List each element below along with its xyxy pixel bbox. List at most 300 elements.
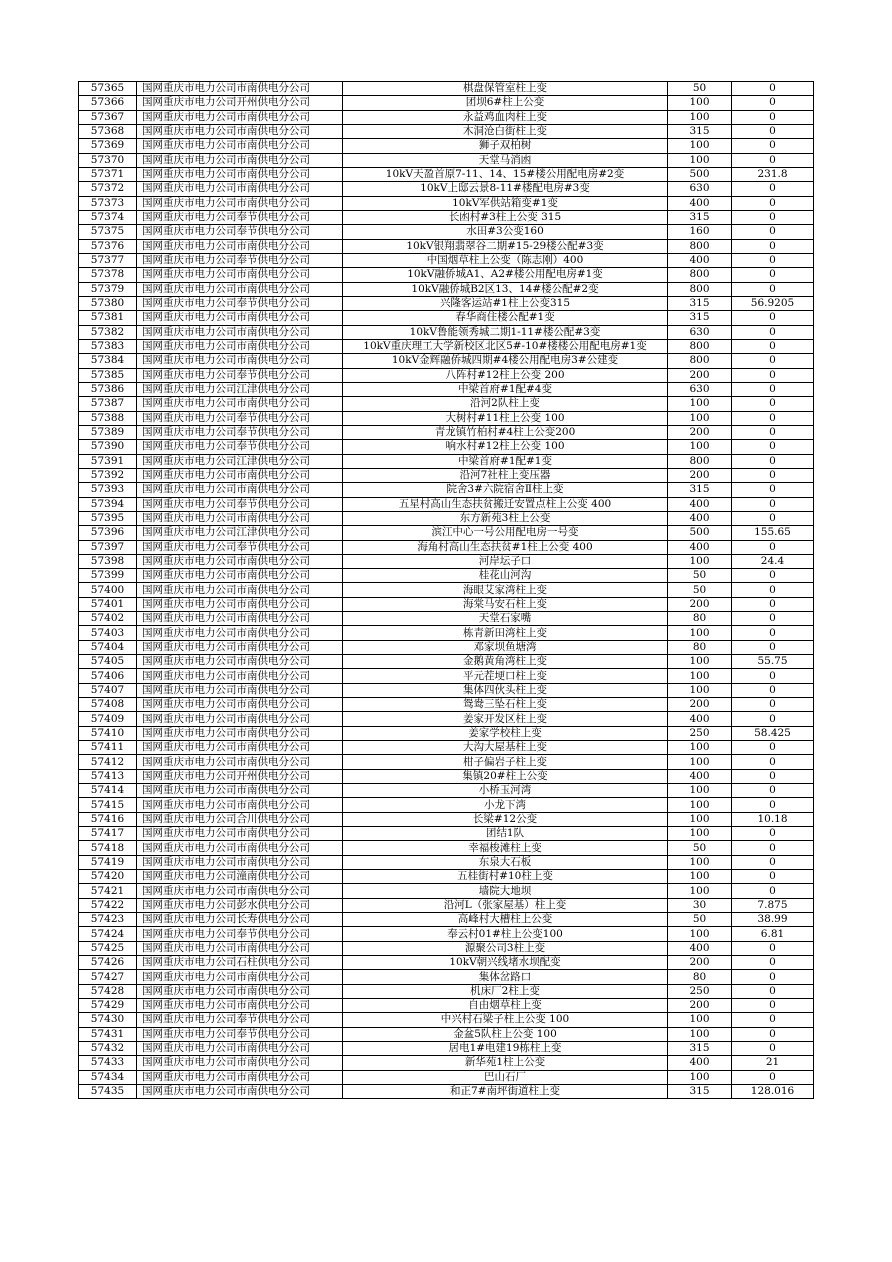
table-row bbox=[79, 397, 814, 411]
transformer-name-cell: 姜家学校柱上变 bbox=[343, 726, 668, 740]
table-row bbox=[79, 325, 814, 339]
transformer-name-cell: 10kV上邸云景8-11#楼配电房#3变 bbox=[343, 182, 668, 196]
value-cell: 0 bbox=[732, 841, 814, 855]
transformer-name-cell: 邓家坝鱼塘湾 bbox=[343, 640, 668, 654]
table-row bbox=[79, 368, 814, 382]
table-row bbox=[79, 554, 814, 568]
transformer-name-cell: 天堂石家嘴 bbox=[343, 612, 668, 626]
row-id-cell: 57370 bbox=[79, 153, 137, 167]
capacity-cell: 100 bbox=[668, 855, 732, 869]
value-cell: 0 bbox=[732, 454, 814, 468]
value-cell: 0 bbox=[732, 96, 814, 110]
table-row bbox=[79, 1084, 814, 1098]
capacity-cell: 50 bbox=[668, 913, 732, 927]
row-id-cell: 57431 bbox=[79, 1027, 137, 1041]
table-row bbox=[79, 96, 814, 110]
company-cell: 国网重庆市电力公司市南供电分公司 bbox=[137, 999, 343, 1013]
company-cell: 国网重庆市电力公司市南供电分公司 bbox=[137, 784, 343, 798]
capacity-cell: 200 bbox=[668, 698, 732, 712]
table-row bbox=[79, 812, 814, 826]
table-row bbox=[79, 698, 814, 712]
company-cell: 国网重庆市电力公司市南供电分公司 bbox=[137, 124, 343, 138]
capacity-cell: 80 bbox=[668, 612, 732, 626]
table-row bbox=[79, 311, 814, 325]
row-id-cell: 57400 bbox=[79, 583, 137, 597]
row-id-cell: 57376 bbox=[79, 239, 137, 253]
value-cell: 58.425 bbox=[732, 726, 814, 740]
row-id-cell: 57405 bbox=[79, 655, 137, 669]
value-cell: 0 bbox=[732, 970, 814, 984]
transformer-name-cell: 海棠马安石柱上变 bbox=[343, 597, 668, 611]
capacity-cell: 400 bbox=[668, 540, 732, 554]
transformer-name-cell: 长凼村#3柱上公变 315 bbox=[343, 210, 668, 224]
company-cell: 国网重庆市电力公司市南供电分公司 bbox=[137, 970, 343, 984]
transformer-name-cell: 五星村高山生态扶贫搬迁安置点柱上公变 400 bbox=[343, 497, 668, 511]
capacity-cell: 200 bbox=[668, 368, 732, 382]
row-id-cell: 57392 bbox=[79, 468, 137, 482]
row-id-cell: 57385 bbox=[79, 368, 137, 382]
table-row bbox=[79, 612, 814, 626]
value-cell: 0 bbox=[732, 339, 814, 353]
transformer-name-cell: 中梁首府#1配#1变 bbox=[343, 454, 668, 468]
table-row bbox=[79, 210, 814, 224]
company-cell: 国网重庆市电力公司市南供电分公司 bbox=[137, 655, 343, 669]
table-row bbox=[79, 999, 814, 1013]
value-cell: 128.016 bbox=[732, 1084, 814, 1098]
capacity-cell: 100 bbox=[668, 139, 732, 153]
value-cell: 0 bbox=[732, 798, 814, 812]
transformer-name-cell: 10kV天盈首原7-11、14、15#楼公用配电房#2变 bbox=[343, 167, 668, 181]
transformer-name-cell: 集体四伙头柱上变 bbox=[343, 683, 668, 697]
capacity-cell: 400 bbox=[668, 497, 732, 511]
company-cell: 国网重庆市电力公司奉节供电分公司 bbox=[137, 368, 343, 382]
table-row bbox=[79, 153, 814, 167]
capacity-cell: 315 bbox=[668, 483, 732, 497]
table-row bbox=[79, 253, 814, 267]
company-cell: 国网重庆市电力公司江津供电分公司 bbox=[137, 526, 343, 540]
transformer-name-cell: 鸳鸯三坠石柱上变 bbox=[343, 698, 668, 712]
value-cell: 0 bbox=[732, 268, 814, 282]
capacity-cell: 250 bbox=[668, 726, 732, 740]
company-cell: 国网重庆市电力公司市南供电分公司 bbox=[137, 282, 343, 296]
row-id-cell: 57410 bbox=[79, 726, 137, 740]
row-id-cell: 57397 bbox=[79, 540, 137, 554]
value-cell: 56.9205 bbox=[732, 296, 814, 310]
value-cell: 0 bbox=[732, 483, 814, 497]
capacity-cell: 160 bbox=[668, 225, 732, 239]
capacity-cell: 100 bbox=[668, 626, 732, 640]
transformer-name-cell: 墙院大地坝 bbox=[343, 884, 668, 898]
row-id-cell: 57388 bbox=[79, 411, 137, 425]
value-cell: 0 bbox=[732, 225, 814, 239]
table-row bbox=[79, 296, 814, 310]
transformer-name-cell: 栋青新田湾柱上变 bbox=[343, 626, 668, 640]
transformer-name-cell: 河岸坛子口 bbox=[343, 554, 668, 568]
company-cell: 国网重庆市电力公司市南供电分公司 bbox=[137, 1070, 343, 1084]
value-cell: 0 bbox=[732, 82, 814, 96]
row-id-cell: 57408 bbox=[79, 698, 137, 712]
company-cell: 国网重庆市电力公司市南供电分公司 bbox=[137, 325, 343, 339]
transformer-name-cell: 和正7#南坪街道柱上变 bbox=[343, 1084, 668, 1098]
table-row bbox=[79, 1041, 814, 1055]
value-cell: 0 bbox=[732, 884, 814, 898]
transformer-name-cell: 院舍3#六院宿舍Ⅱ柱上变 bbox=[343, 483, 668, 497]
transformer-name-cell: 沿河2队柱上变 bbox=[343, 397, 668, 411]
value-cell: 0 bbox=[732, 683, 814, 697]
transformer-name-cell: 姜家开发区柱上变 bbox=[343, 712, 668, 726]
company-cell: 国网重庆市电力公司市南供电分公司 bbox=[137, 698, 343, 712]
row-id-cell: 57389 bbox=[79, 425, 137, 439]
table-row bbox=[79, 483, 814, 497]
capacity-cell: 100 bbox=[668, 554, 732, 568]
value-cell: 0 bbox=[732, 827, 814, 841]
table-row bbox=[79, 941, 814, 955]
company-cell: 国网重庆市电力公司市南供电分公司 bbox=[137, 726, 343, 740]
value-cell: 0 bbox=[732, 956, 814, 970]
transformer-name-cell: 沿河L（张家屋基）柱上变 bbox=[343, 898, 668, 912]
value-cell: 21 bbox=[732, 1056, 814, 1070]
transformer-name-cell: 机床厂2柱上变 bbox=[343, 984, 668, 998]
value-cell: 0 bbox=[732, 196, 814, 210]
value-cell: 0 bbox=[732, 397, 814, 411]
capacity-cell: 315 bbox=[668, 296, 732, 310]
company-cell: 国网重庆市电力公司合川供电分公司 bbox=[137, 812, 343, 826]
table-body bbox=[79, 82, 814, 1099]
transformer-name-cell: 东方新苑3柱上公变 bbox=[343, 511, 668, 525]
capacity-cell: 100 bbox=[668, 1070, 732, 1084]
row-id-cell: 57395 bbox=[79, 511, 137, 525]
transformer-name-cell: 春华商住楼公配#1变 bbox=[343, 311, 668, 325]
row-id-cell: 57404 bbox=[79, 640, 137, 654]
value-cell: 0 bbox=[732, 210, 814, 224]
company-cell: 国网重庆市电力公司市南供电分公司 bbox=[137, 884, 343, 898]
row-id-cell: 57423 bbox=[79, 913, 137, 927]
company-cell: 国网重庆市电力公司市南供电分公司 bbox=[137, 239, 343, 253]
company-cell: 国网重庆市电力公司市南供电分公司 bbox=[137, 110, 343, 124]
row-id-cell: 57396 bbox=[79, 526, 137, 540]
row-id-cell: 57429 bbox=[79, 999, 137, 1013]
table-row bbox=[79, 956, 814, 970]
transformer-name-cell: 滨江中心一号公用配电房一号变 bbox=[343, 526, 668, 540]
table-row bbox=[79, 640, 814, 654]
value-cell: 0 bbox=[732, 755, 814, 769]
capacity-cell: 800 bbox=[668, 282, 732, 296]
capacity-cell: 800 bbox=[668, 354, 732, 368]
capacity-cell: 100 bbox=[668, 784, 732, 798]
value-cell: 0 bbox=[732, 784, 814, 798]
transformer-name-cell: 高峰村大槽柱上公变 bbox=[343, 913, 668, 927]
transformer-name-cell: 中国烟草柱上公变（陈志刚）400 bbox=[343, 253, 668, 267]
company-cell: 国网重庆市电力公司市南供电分公司 bbox=[137, 569, 343, 583]
capacity-cell: 100 bbox=[668, 798, 732, 812]
value-cell: 0 bbox=[732, 626, 814, 640]
table-row bbox=[79, 913, 814, 927]
value-cell: 0 bbox=[732, 612, 814, 626]
transformer-name-cell: 奉云村01#柱上公变100 bbox=[343, 927, 668, 941]
value-cell: 0 bbox=[732, 1027, 814, 1041]
table-row bbox=[79, 569, 814, 583]
capacity-cell: 100 bbox=[668, 741, 732, 755]
row-id-cell: 57367 bbox=[79, 110, 137, 124]
table-row bbox=[79, 497, 814, 511]
capacity-cell: 200 bbox=[668, 468, 732, 482]
table-row bbox=[79, 425, 814, 439]
value-cell: 231.8 bbox=[732, 167, 814, 181]
capacity-cell: 100 bbox=[668, 110, 732, 124]
row-id-cell: 57391 bbox=[79, 454, 137, 468]
row-id-cell: 57414 bbox=[79, 784, 137, 798]
capacity-cell: 30 bbox=[668, 898, 732, 912]
table-row bbox=[79, 268, 814, 282]
table-row bbox=[79, 798, 814, 812]
value-cell: 0 bbox=[732, 984, 814, 998]
company-cell: 国网重庆市电力公司市南供电分公司 bbox=[137, 640, 343, 654]
company-cell: 国网重庆市电力公司市南供电分公司 bbox=[137, 1056, 343, 1070]
capacity-cell: 100 bbox=[668, 96, 732, 110]
company-cell: 国网重庆市电力公司开州供电分公司 bbox=[137, 769, 343, 783]
table-row bbox=[79, 167, 814, 181]
company-cell: 国网重庆市电力公司奉节供电分公司 bbox=[137, 1013, 343, 1027]
transformer-name-cell: 自由烟草柱上变 bbox=[343, 999, 668, 1013]
capacity-cell: 630 bbox=[668, 182, 732, 196]
table-row bbox=[79, 1027, 814, 1041]
transformer-name-cell: 长梁#12公变 bbox=[343, 812, 668, 826]
table-row bbox=[79, 225, 814, 239]
company-cell: 国网重庆市电力公司市南供电分公司 bbox=[137, 712, 343, 726]
company-cell: 国网重庆市电力公司奉节供电分公司 bbox=[137, 927, 343, 941]
row-id-cell: 57427 bbox=[79, 970, 137, 984]
row-id-cell: 57382 bbox=[79, 325, 137, 339]
table-row bbox=[79, 1013, 814, 1027]
table-row bbox=[79, 440, 814, 454]
table-row bbox=[79, 655, 814, 669]
table-row bbox=[79, 755, 814, 769]
value-cell: 0 bbox=[732, 999, 814, 1013]
row-id-cell: 57415 bbox=[79, 798, 137, 812]
capacity-cell: 100 bbox=[668, 1027, 732, 1041]
company-cell: 国网重庆市电力公司市南供电分公司 bbox=[137, 626, 343, 640]
transformer-name-cell: 海角村高山生态扶贫#1柱上公变 400 bbox=[343, 540, 668, 554]
company-cell: 国网重庆市电力公司市南供电分公司 bbox=[137, 311, 343, 325]
row-id-cell: 57422 bbox=[79, 898, 137, 912]
company-cell: 国网重庆市电力公司潼南供电分公司 bbox=[137, 870, 343, 884]
row-id-cell: 57426 bbox=[79, 956, 137, 970]
row-id-cell: 57403 bbox=[79, 626, 137, 640]
row-id-cell: 57420 bbox=[79, 870, 137, 884]
company-cell: 国网重庆市电力公司市南供电分公司 bbox=[137, 583, 343, 597]
transformer-name-cell: 团坝6#柱上公变 bbox=[343, 96, 668, 110]
transformer-name-cell: 大沟大屋基柱上变 bbox=[343, 741, 668, 755]
row-id-cell: 57366 bbox=[79, 96, 137, 110]
company-cell: 国网重庆市电力公司市南供电分公司 bbox=[137, 755, 343, 769]
transformer-name-cell: 金鹅黄角湾柱上变 bbox=[343, 655, 668, 669]
value-cell: 0 bbox=[732, 153, 814, 167]
table-row bbox=[79, 110, 814, 124]
capacity-cell: 100 bbox=[668, 440, 732, 454]
transformer-name-cell: 10kV融侨城B2区13、14#楼公配#2变 bbox=[343, 282, 668, 296]
row-id-cell: 57383 bbox=[79, 339, 137, 353]
value-cell: 0 bbox=[732, 354, 814, 368]
company-cell: 国网重庆市电力公司彭水供电分公司 bbox=[137, 898, 343, 912]
row-id-cell: 57419 bbox=[79, 855, 137, 869]
capacity-cell: 400 bbox=[668, 769, 732, 783]
transformer-name-cell: 金盆5队柱上公变 100 bbox=[343, 1027, 668, 1041]
capacity-cell: 400 bbox=[668, 511, 732, 525]
row-id-cell: 57421 bbox=[79, 884, 137, 898]
row-id-cell: 57393 bbox=[79, 483, 137, 497]
capacity-cell: 200 bbox=[668, 999, 732, 1013]
company-cell: 国网重庆市电力公司市南供电分公司 bbox=[137, 941, 343, 955]
value-cell: 0 bbox=[732, 855, 814, 869]
company-cell: 国网重庆市电力公司市南供电分公司 bbox=[137, 855, 343, 869]
value-cell: 0 bbox=[732, 1070, 814, 1084]
row-id-cell: 57369 bbox=[79, 139, 137, 153]
transformer-name-cell: 10kV银翔翡翠谷二期#15-29楼公配#3变 bbox=[343, 239, 668, 253]
value-cell: 0 bbox=[732, 239, 814, 253]
transformer-name-cell: 居电1#电建19栋柱上变 bbox=[343, 1041, 668, 1055]
company-cell: 国网重庆市电力公司市南供电分公司 bbox=[137, 196, 343, 210]
capacity-cell: 50 bbox=[668, 841, 732, 855]
value-cell: 10.18 bbox=[732, 812, 814, 826]
transformer-name-cell: 10kV重庆理工大学新校区北区5#-10#楼楼公用配电房#1变 bbox=[343, 339, 668, 353]
company-cell: 国网重庆市电力公司市南供电分公司 bbox=[137, 612, 343, 626]
company-cell: 国网重庆市电力公司市南供电分公司 bbox=[137, 511, 343, 525]
transformer-name-cell: 五桂街村#10柱上变 bbox=[343, 870, 668, 884]
company-cell: 国网重庆市电力公司奉节供电分公司 bbox=[137, 296, 343, 310]
company-cell: 国网重庆市电力公司长寿供电分公司 bbox=[137, 913, 343, 927]
capacity-cell: 100 bbox=[668, 397, 732, 411]
transformer-name-cell: 沿河7社柱上变压器 bbox=[343, 468, 668, 482]
company-cell: 国网重庆市电力公司市南供电分公司 bbox=[137, 669, 343, 683]
value-cell: 0 bbox=[732, 640, 814, 654]
capacity-cell: 100 bbox=[668, 927, 732, 941]
capacity-cell: 80 bbox=[668, 640, 732, 654]
capacity-cell: 200 bbox=[668, 425, 732, 439]
value-cell: 0 bbox=[732, 124, 814, 138]
transformer-name-cell: 大树村#11柱上公变 100 bbox=[343, 411, 668, 425]
capacity-cell: 800 bbox=[668, 239, 732, 253]
value-cell: 24.4 bbox=[732, 554, 814, 568]
capacity-cell: 80 bbox=[668, 970, 732, 984]
value-cell: 0 bbox=[732, 540, 814, 554]
capacity-cell: 800 bbox=[668, 454, 732, 468]
capacity-cell: 100 bbox=[668, 870, 732, 884]
transformer-name-cell: 10kV鲁能领秀城二期1-11#楼公配#3变 bbox=[343, 325, 668, 339]
table-row bbox=[79, 124, 814, 138]
value-cell: 0 bbox=[732, 440, 814, 454]
table-row bbox=[79, 827, 814, 841]
row-id-cell: 57377 bbox=[79, 253, 137, 267]
transformer-name-cell: 幸福梭滩柱上变 bbox=[343, 841, 668, 855]
capacity-cell: 400 bbox=[668, 712, 732, 726]
company-cell: 国网重庆市电力公司奉节供电分公司 bbox=[137, 210, 343, 224]
capacity-cell: 100 bbox=[668, 669, 732, 683]
company-cell: 国网重庆市电力公司市南供电分公司 bbox=[137, 397, 343, 411]
transformer-name-cell: 团结1队 bbox=[343, 827, 668, 841]
transformer-name-cell: 响水村#12柱上公变 100 bbox=[343, 440, 668, 454]
capacity-cell: 800 bbox=[668, 268, 732, 282]
value-cell: 0 bbox=[732, 311, 814, 325]
table-row bbox=[79, 970, 814, 984]
row-id-cell: 57407 bbox=[79, 683, 137, 697]
table-row bbox=[79, 927, 814, 941]
transformer-name-cell: 桂花山河沟 bbox=[343, 569, 668, 583]
capacity-cell: 100 bbox=[668, 683, 732, 697]
table-row bbox=[79, 454, 814, 468]
row-id-cell: 57399 bbox=[79, 569, 137, 583]
value-cell: 0 bbox=[732, 769, 814, 783]
value-cell: 0 bbox=[732, 870, 814, 884]
company-cell: 国网重庆市电力公司奉节供电分公司 bbox=[137, 411, 343, 425]
company-cell: 国网重庆市电力公司市南供电分公司 bbox=[137, 82, 343, 96]
value-cell: 0 bbox=[732, 282, 814, 296]
company-cell: 国网重庆市电力公司市南供电分公司 bbox=[137, 741, 343, 755]
row-id-cell: 57425 bbox=[79, 941, 137, 955]
value-cell: 0 bbox=[732, 941, 814, 955]
value-cell: 0 bbox=[732, 669, 814, 683]
table-row bbox=[79, 182, 814, 196]
value-cell: 0 bbox=[732, 698, 814, 712]
capacity-cell: 500 bbox=[668, 167, 732, 181]
table-row bbox=[79, 870, 814, 884]
table-row bbox=[79, 884, 814, 898]
value-cell: 0 bbox=[732, 325, 814, 339]
company-cell: 国网重庆市电力公司市南供电分公司 bbox=[137, 683, 343, 697]
value-cell: 38.99 bbox=[732, 913, 814, 927]
capacity-cell: 100 bbox=[668, 827, 732, 841]
transformer-name-cell: 新华苑1柱上公变 bbox=[343, 1056, 668, 1070]
capacity-cell: 100 bbox=[668, 755, 732, 769]
capacity-cell: 630 bbox=[668, 382, 732, 396]
table-row bbox=[79, 855, 814, 869]
table-row bbox=[79, 683, 814, 697]
capacity-cell: 100 bbox=[668, 411, 732, 425]
company-cell: 国网重庆市电力公司市南供电分公司 bbox=[137, 339, 343, 353]
transformer-name-cell: 源聚公司3柱上变 bbox=[343, 941, 668, 955]
row-id-cell: 57373 bbox=[79, 196, 137, 210]
capacity-cell: 100 bbox=[668, 655, 732, 669]
company-cell: 国网重庆市电力公司市南供电分公司 bbox=[137, 139, 343, 153]
value-cell: 7.875 bbox=[732, 898, 814, 912]
table-row bbox=[79, 626, 814, 640]
row-id-cell: 57394 bbox=[79, 497, 137, 511]
value-cell: 155.65 bbox=[732, 526, 814, 540]
table-row bbox=[79, 726, 814, 740]
transformer-name-cell: 天堂马消凼 bbox=[343, 153, 668, 167]
table-row bbox=[79, 769, 814, 783]
table-row bbox=[79, 583, 814, 597]
row-id-cell: 57374 bbox=[79, 210, 137, 224]
company-cell: 国网重庆市电力公司市南供电分公司 bbox=[137, 841, 343, 855]
company-cell: 国网重庆市电力公司市南供电分公司 bbox=[137, 153, 343, 167]
transformer-name-cell: 木洞沧白街柱上变 bbox=[343, 124, 668, 138]
row-id-cell: 57390 bbox=[79, 440, 137, 454]
company-cell: 国网重庆市电力公司奉节供电分公司 bbox=[137, 225, 343, 239]
row-id-cell: 57371 bbox=[79, 167, 137, 181]
transformer-name-cell: 东泉大石板 bbox=[343, 855, 668, 869]
transformer-name-cell: 中梁首府#1配#4变 bbox=[343, 382, 668, 396]
value-cell: 0 bbox=[732, 1013, 814, 1027]
capacity-cell: 100 bbox=[668, 812, 732, 826]
table-row bbox=[79, 411, 814, 425]
transformer-name-cell: 海眼艾家湾柱上变 bbox=[343, 583, 668, 597]
company-cell: 国网重庆市电力公司奉节供电分公司 bbox=[137, 440, 343, 454]
row-id-cell: 57375 bbox=[79, 225, 137, 239]
value-cell: 0 bbox=[732, 110, 814, 124]
row-id-cell: 57430 bbox=[79, 1013, 137, 1027]
transformer-name-cell: 棋盘保管室柱上变 bbox=[343, 82, 668, 96]
capacity-cell: 315 bbox=[668, 1041, 732, 1055]
